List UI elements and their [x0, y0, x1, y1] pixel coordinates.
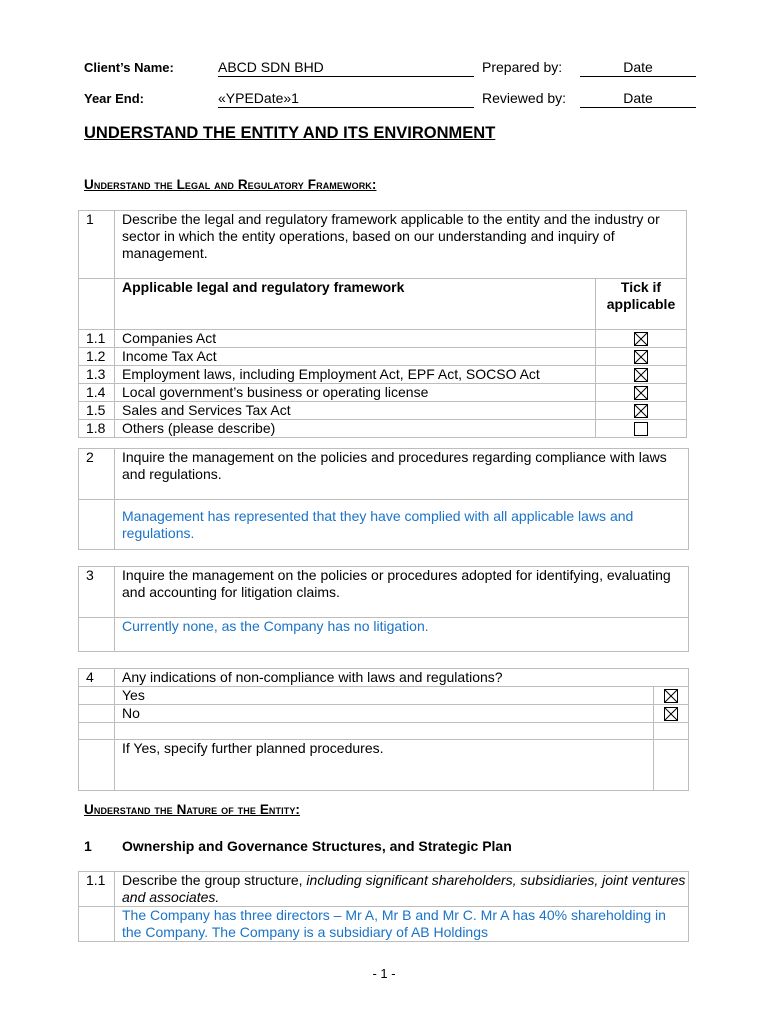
q1-text: Describe the legal and regulatory framework applicable to the entity and the industry or sector in which the entity operations, based on our understanding and inquiry of management.	[115, 211, 687, 279]
q1-row-label: Sales and Services Tax Act	[115, 402, 596, 420]
q4-no-tick-cell	[654, 705, 689, 723]
q4-num: 4	[79, 669, 115, 687]
q3-answer-num-cell	[79, 618, 115, 652]
checkbox-checked[interactable]	[634, 368, 648, 382]
client-name-field	[218, 59, 474, 77]
section-legal-heading-text: Understand the Legal and Regulatory Framework:	[84, 177, 377, 192]
q1-row-label: Employment laws, including Employment Act, EPF Act, SOCSO Act	[115, 366, 596, 384]
q4-yes-tick-cell	[654, 687, 689, 705]
year-end-label: Year End:	[84, 91, 144, 106]
q1-tick-header: Tick if applicable	[596, 279, 687, 330]
q3-text: Inquire the management on the policies or procedures adopted for identifying, evaluating and accounting for litigation claims.	[115, 567, 689, 618]
q4-no-num-cell	[79, 705, 115, 723]
q1-row-num: 1.3	[79, 366, 115, 384]
ownership-item-text	[115, 872, 689, 907]
ownership-table	[78, 871, 689, 942]
ownership-answer: The Company has three directors – Mr A, Mr B and Mr C. Mr A has 40% shareholding in the Company. The Company is a subsidiary of AB Holdings	[115, 907, 689, 942]
q1-row-tick-cell	[596, 366, 687, 384]
q4-spacer-num-cell	[79, 723, 115, 740]
ownership-answer-num-cell	[79, 907, 115, 942]
reviewed-by-value: Date	[623, 90, 653, 106]
q4-table	[78, 668, 689, 791]
q1-row-tick-cell	[596, 420, 687, 438]
q1-row-label: Local government’s business or operating license	[115, 384, 596, 402]
q1-row	[79, 348, 687, 366]
q4-spacer-tick-cell	[654, 723, 689, 740]
section-nature-heading-text: Understand the Nature of the Entity:	[84, 802, 301, 817]
subsection-title: Ownership and Governance Structures, and Strategic Plan	[122, 838, 512, 854]
q4-yes-num-cell	[79, 687, 115, 705]
q1-row-num: 1.5	[79, 402, 115, 420]
q3-table	[78, 566, 689, 652]
q2-num: 2	[79, 449, 115, 500]
q4-yes-label: Yes	[115, 687, 654, 705]
subsection-number: 1	[84, 838, 92, 854]
q1-row-label: Income Tax Act	[115, 348, 596, 366]
q3-num: 3	[79, 567, 115, 618]
checkbox-checked[interactable]	[634, 332, 648, 346]
page-number: - 1 -	[372, 966, 396, 981]
prepared-by-value: Date	[623, 59, 653, 75]
reviewed-by-label: Reviewed by:	[482, 90, 567, 106]
ownership-item-text-plain: Describe the group structure,	[122, 872, 303, 888]
checkbox-checked[interactable]	[634, 350, 648, 364]
ownership-item-num: 1.1	[79, 872, 115, 907]
reviewed-by-field	[580, 90, 696, 108]
q1-table	[78, 210, 687, 438]
q1-row-tick-cell	[596, 330, 687, 348]
q4-followup-num-cell	[79, 740, 115, 791]
q1-row	[79, 402, 687, 420]
q1-row-num: 1.4	[79, 384, 115, 402]
q4-followup-tick-cell	[654, 740, 689, 791]
q3-answer: Currently none, as the Company has no litigation.	[115, 618, 689, 652]
q1-row	[79, 366, 687, 384]
checkbox-checked[interactable]	[634, 404, 648, 418]
section-legal-heading	[84, 177, 377, 192]
q4-followup: If Yes, specify further planned procedures.	[115, 740, 654, 791]
q4-no-label: No	[115, 705, 654, 723]
checkbox-checked[interactable]	[664, 707, 678, 721]
q1-num: 1	[79, 211, 115, 279]
q1-column-header: Applicable legal and regulatory framework	[115, 279, 596, 330]
q2-answer: Management has represented that they have complied with all applicable laws and regulations.	[115, 500, 689, 550]
q1-row	[79, 420, 687, 438]
q4-spacer-cell	[115, 723, 654, 740]
q2-text: Inquire the management on the policies and procedures regarding compliance with laws and regulations.	[115, 449, 689, 500]
q2-answer-num-cell	[79, 500, 115, 550]
q1-row	[79, 330, 687, 348]
year-end-field	[218, 90, 474, 108]
page-title: UNDERSTAND THE ENTITY AND ITS ENVIRONMENT	[84, 124, 496, 142]
section-nature-heading	[84, 802, 300, 817]
year-end-value: «YPEDate»1	[218, 90, 299, 106]
q1-row	[79, 384, 687, 402]
prepared-by-field	[580, 59, 696, 77]
checkbox-checked[interactable]	[664, 689, 678, 703]
q1-row-tick-cell	[596, 384, 687, 402]
prepared-by-label: Prepared by:	[482, 59, 563, 75]
q1-header-num-cell	[79, 279, 115, 330]
q1-row-label: Companies Act	[115, 330, 596, 348]
q1-row-num: 1.1	[79, 330, 115, 348]
q1-row-num: 1.2	[79, 348, 115, 366]
q4-text: Any indications of non-compliance with laws and regulations?	[115, 669, 689, 687]
checkbox-checked[interactable]	[634, 386, 648, 400]
q2-table	[78, 448, 689, 550]
ownership-item-text-italic: including significant shareholders, subsidiaries, joint ventures and associates.	[122, 872, 686, 905]
q1-row-num: 1.8	[79, 420, 115, 438]
q1-row-tick-cell	[596, 348, 687, 366]
client-name-label: Client’s Name:	[84, 60, 174, 75]
client-name-value: ABCD SDN BHD	[218, 59, 324, 75]
checkbox-unchecked[interactable]	[634, 422, 648, 436]
q1-row-label: Others (please describe)	[115, 420, 596, 438]
q1-row-tick-cell	[596, 402, 687, 420]
